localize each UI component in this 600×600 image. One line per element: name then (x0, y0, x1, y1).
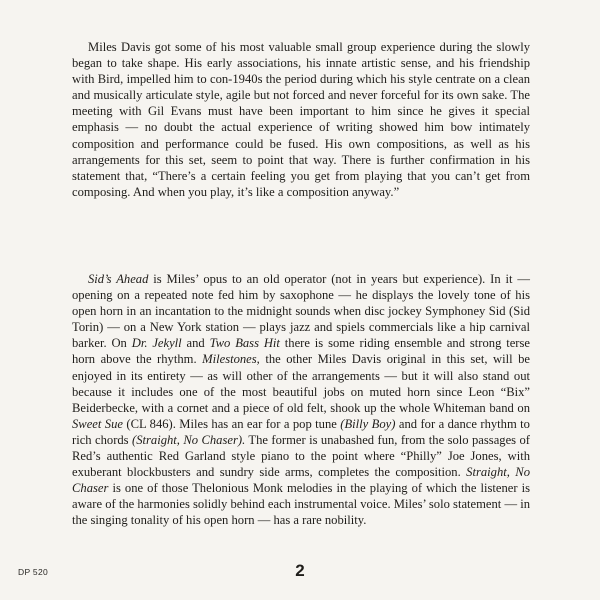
paragraph-2 (72, 271, 530, 529)
song-title-straight-no-chaser-2: Straight, No Chaser (72, 465, 530, 496)
paragraph-2-segment-3: there is some riding ensemble and strong terse horn above the rhythm. (72, 336, 530, 367)
song-title-billy-boy: (Billy Boy) (340, 416, 396, 431)
song-title-sids-ahead: Sid’s Ahead (88, 272, 149, 286)
page-number: 2 (295, 561, 305, 580)
song-title-dr-jekyll: Dr. Jekyll (131, 336, 182, 351)
paragraph-1-text: Miles Davis got some of his most valuable small group experience during the slowly began to take shape. His early associations, his innate artistic sense, and his friendship with Bird, impelled him to con-1940s the period during which his style centrate on a clean and musically articulate style, agile but not forced and never forceful for its own sake. The meeting with Gil Evans must have been important to him since he gives it special emphasis — no doubt the actual experience of writing showed him bow intimately composition and performance could be fused. His own compositions, as well as his arrangements for this set, seem to point that way. There is further confirmation in his statement that, “There’s a certain feeling you get from playing that you can’t get from composing. And when you play, it’s like a composition anyway.” (72, 40, 530, 199)
paragraph-2-segment-4: the other Miles Davis original in this set, will be enjoyed in its entirety — as will other of the arrangements — but it will also stand out because it includes one of the most beautiful jobs on muted horn since Leon “Bix” Beiderbecke, with a cornet and a piece of old felt, shook up the whole Whiteman band on (72, 352, 531, 415)
song-title-straight-no-chaser-1: (Straight, No Chaser). (132, 432, 246, 447)
paragraph-2-segment-1: is Miles’ opus to an old operator (not in years but experience). In it — opening on a repeated note fed him by saxophone — he displays the lovely tone of his open horn in an incantation to the midnight sounds when disc jockey Symphoney Sid (Sid Torin) — on a New York station — plays jazz and spiels commercials like a hip carnival barker. On (72, 272, 530, 351)
paragraph-2-text (72, 271, 530, 529)
paragraph-1 (72, 39, 530, 200)
song-title-sweet-sue: Sweet Sue (72, 416, 123, 431)
song-title-milestones: Milestones, (202, 352, 260, 367)
paragraph-2-segment-6: and for a dance rhythm to rich chords (72, 416, 530, 447)
song-title-two-bass-hit: Two Bass Hit (209, 336, 280, 351)
paragraph-2-segment-2: and (181, 336, 210, 351)
catalog-code: DP 520 (18, 567, 48, 577)
paragraph-2-segment-8: is one of those Thelonious Monk melodies in the playing of which the listener is aware of the harmonies solidly behind each instrumental voice. Miles’ solo statement — in the singing tonality of his open horn — has a rare nobility. (72, 481, 530, 528)
paragraph-2-segment-5: (CL 846). Miles has an ear for a pop tune (122, 416, 341, 431)
paragraph-2-segment-7: The former is unabashed fun, from the solo passages of Red’s authentic Red Garland style piano to the point where “Philly” Joe Jones, with exuberant blockbusters and sundry side arms, completes the composition. (72, 432, 530, 480)
